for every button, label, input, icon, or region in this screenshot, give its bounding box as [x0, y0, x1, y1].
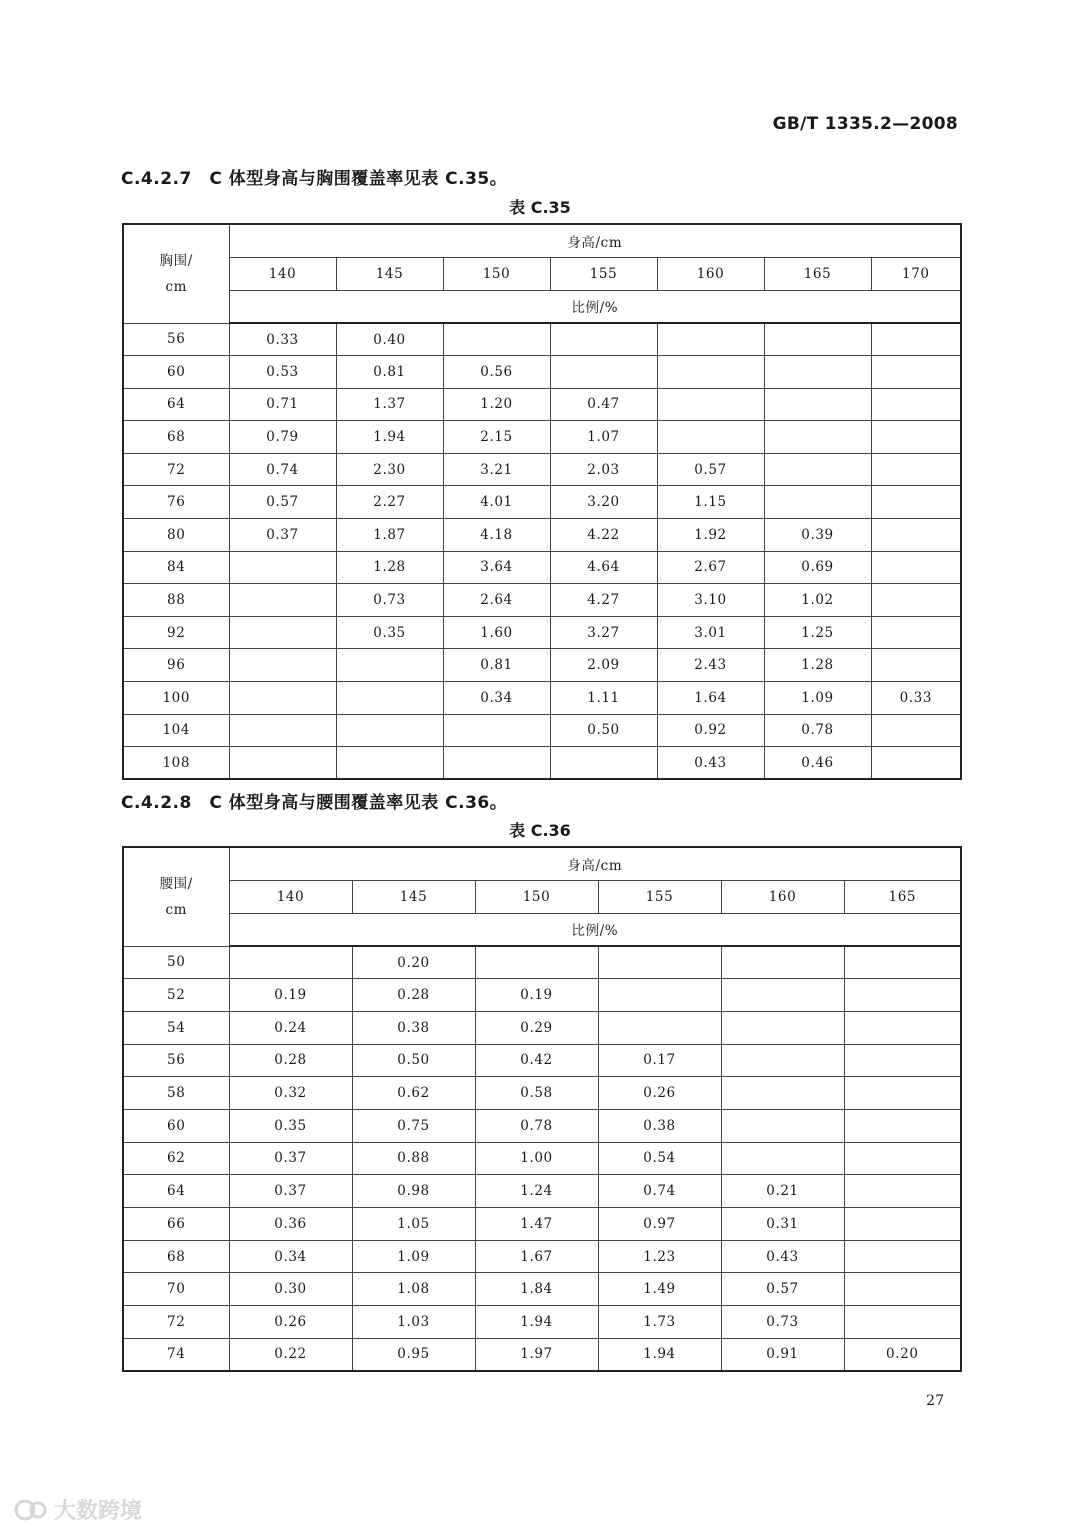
table-cell: 1.60 [443, 616, 550, 649]
table-row [123, 1044, 961, 1077]
table-cell: 3.01 [657, 616, 764, 649]
table-cell: 1.92 [657, 519, 764, 552]
table-cell: 0.38 [598, 1109, 721, 1142]
column-header: 145 [336, 257, 443, 290]
table-cell: 0.98 [352, 1175, 475, 1208]
table-cell [871, 714, 961, 747]
table-cell: 0.35 [229, 1109, 352, 1142]
table-row [123, 453, 961, 486]
table-cell: 0.26 [598, 1077, 721, 1110]
table-cell: 1.09 [352, 1240, 475, 1273]
table-cell [721, 946, 844, 979]
row-label-header [123, 847, 229, 946]
row-key: 54 [123, 1011, 229, 1044]
row-key: 88 [123, 584, 229, 617]
table-row [123, 616, 961, 649]
table-row [123, 551, 961, 584]
table-cell: 1.67 [475, 1240, 598, 1273]
table-cell [229, 682, 336, 715]
table-cell: 1.84 [475, 1273, 598, 1306]
table-cell: 1.02 [764, 584, 871, 617]
table-row [123, 1208, 961, 1241]
row-key: 108 [123, 747, 229, 780]
table-cell [764, 356, 871, 389]
table-cell [844, 1306, 961, 1339]
table-cell: 0.38 [352, 1011, 475, 1044]
table-cell: 0.29 [475, 1011, 598, 1044]
table-cell [229, 946, 352, 979]
table-cell [764, 323, 871, 356]
watermark-text: 大数跨境 [54, 1499, 143, 1524]
section-heading-c35: C.4.2.7 C 体型身高与胸围覆盖率见表 C.35。 [121, 169, 508, 189]
table-cell [871, 486, 961, 519]
table-cell [229, 649, 336, 682]
table-cell [657, 323, 764, 356]
table-cell [871, 421, 961, 454]
table-cell: 0.71 [229, 388, 336, 421]
table-cell: 1.25 [764, 616, 871, 649]
table-row [123, 1273, 961, 1306]
table-cell: 0.75 [352, 1109, 475, 1142]
column-header-row [123, 880, 961, 913]
table-cell: 1.94 [336, 421, 443, 454]
table-cell: 0.57 [229, 486, 336, 519]
table-caption-c36: 表 C.36 [509, 821, 571, 840]
table-cell [871, 323, 961, 356]
column-header: 155 [550, 257, 657, 290]
table-cell [229, 584, 336, 617]
table-cell: 1.64 [657, 682, 764, 715]
table-cell [844, 1208, 961, 1241]
table-cell [550, 323, 657, 356]
table-cell: 2.03 [550, 453, 657, 486]
table-cell: 0.62 [352, 1077, 475, 1110]
table-cell: 0.57 [721, 1273, 844, 1306]
table-cell [229, 747, 336, 780]
table-cell: 0.37 [229, 1142, 352, 1175]
table-c36 [122, 846, 962, 1372]
table-row [123, 1175, 961, 1208]
height-label: 身高/cm [229, 224, 961, 257]
row-key: 64 [123, 1175, 229, 1208]
table-cell [871, 616, 961, 649]
row-label-line1: 腰围/ [159, 875, 193, 892]
table-cell [443, 323, 550, 356]
table-cell: 1.03 [352, 1306, 475, 1339]
table-row [123, 1142, 961, 1175]
row-key: 68 [123, 1240, 229, 1273]
table-cell: 1.94 [475, 1306, 598, 1339]
table-cell [764, 421, 871, 454]
table-cell: 3.27 [550, 616, 657, 649]
column-header: 160 [657, 257, 764, 290]
row-key: 60 [123, 356, 229, 389]
row-key: 66 [123, 1208, 229, 1241]
table-cell: 3.20 [550, 486, 657, 519]
table-c35 [122, 223, 962, 780]
table-row [123, 421, 961, 454]
table-cell [721, 979, 844, 1012]
column-header: 150 [475, 880, 598, 913]
table-cell [871, 356, 961, 389]
row-key: 100 [123, 682, 229, 715]
table-cell: 4.64 [550, 551, 657, 584]
table-row [123, 1011, 961, 1044]
table-cell [764, 388, 871, 421]
table-cell: 0.19 [229, 979, 352, 1012]
table-cell: 0.40 [336, 323, 443, 356]
table-cell: 0.53 [229, 356, 336, 389]
table-cell [336, 649, 443, 682]
table-cell: 0.20 [352, 946, 475, 979]
table-cell: 0.54 [598, 1142, 721, 1175]
row-label-line2: cm [165, 901, 188, 918]
table-cell [443, 714, 550, 747]
table-cell: 1.49 [598, 1273, 721, 1306]
column-header: 160 [721, 880, 844, 913]
table-cell: 0.34 [443, 682, 550, 715]
table-cell [871, 519, 961, 552]
row-key: 84 [123, 551, 229, 584]
table-cell: 2.43 [657, 649, 764, 682]
table-cell [336, 747, 443, 780]
table-cell: 1.73 [598, 1306, 721, 1339]
table-cell: 0.30 [229, 1273, 352, 1306]
table-cell: 1.28 [764, 649, 871, 682]
table-cell: 0.73 [721, 1306, 844, 1339]
standard-code: GB/T 1335.2—2008 [772, 114, 958, 134]
table-cell: 1.00 [475, 1142, 598, 1175]
watermark [14, 1494, 142, 1525]
row-key: 68 [123, 421, 229, 454]
table-cell [844, 1273, 961, 1306]
table-cell [721, 1044, 844, 1077]
table-cell: 2.27 [336, 486, 443, 519]
table-cell: 1.11 [550, 682, 657, 715]
table-cell [871, 388, 961, 421]
table-cell: 0.81 [443, 649, 550, 682]
table-cell [475, 946, 598, 979]
table-cell: 0.81 [336, 356, 443, 389]
table-cell: 2.30 [336, 453, 443, 486]
table-cell [336, 682, 443, 715]
row-key: 62 [123, 1142, 229, 1175]
table-cell: 4.01 [443, 486, 550, 519]
row-key: 58 [123, 1077, 229, 1110]
table-cell [844, 1109, 961, 1142]
table-cell: 0.20 [844, 1338, 961, 1371]
table-cell [844, 946, 961, 979]
row-key: 104 [123, 714, 229, 747]
table-cell: 0.19 [475, 979, 598, 1012]
table-row [123, 388, 961, 421]
table-row [123, 682, 961, 715]
table-cell: 0.92 [657, 714, 764, 747]
table-cell [844, 1240, 961, 1273]
table-cell [871, 747, 961, 780]
watermark-logo-icon [14, 1498, 48, 1522]
table-cell: 1.94 [598, 1338, 721, 1371]
table-cell: 0.39 [764, 519, 871, 552]
table-row [123, 714, 961, 747]
table-cell: 0.73 [336, 584, 443, 617]
table-cell: 0.43 [721, 1240, 844, 1273]
table-cell [844, 1011, 961, 1044]
table-cell [229, 551, 336, 584]
table-cell: 0.47 [550, 388, 657, 421]
table-cell: 0.42 [475, 1044, 598, 1077]
table-cell: 1.37 [336, 388, 443, 421]
table-cell [229, 714, 336, 747]
table-cell: 0.21 [721, 1175, 844, 1208]
table-cell: 0.28 [352, 979, 475, 1012]
table-cell: 0.34 [229, 1240, 352, 1273]
row-key: 56 [123, 1044, 229, 1077]
table-cell: 0.26 [229, 1306, 352, 1339]
table-cell: 3.21 [443, 453, 550, 486]
table-cell: 0.17 [598, 1044, 721, 1077]
table-row [123, 356, 961, 389]
table-row [123, 1109, 961, 1142]
table-cell [844, 979, 961, 1012]
row-key: 72 [123, 1306, 229, 1339]
ratio-label: 比例/% [229, 913, 961, 946]
table-cell: 0.69 [764, 551, 871, 584]
row-key: 80 [123, 519, 229, 552]
row-key: 52 [123, 979, 229, 1012]
column-header-row [123, 257, 961, 290]
table-cell [871, 649, 961, 682]
table-row [123, 649, 961, 682]
table-cell [598, 1011, 721, 1044]
table-cell [598, 979, 721, 1012]
ratio-label: 比例/% [229, 290, 961, 323]
table-cell: 0.78 [475, 1109, 598, 1142]
table-cell [764, 486, 871, 519]
table-cell [844, 1044, 961, 1077]
table-cell: 0.50 [352, 1044, 475, 1077]
section-heading-c36: C.4.2.8 C 体型身高与腰围覆盖率见表 C.36。 [121, 793, 508, 813]
row-key: 96 [123, 649, 229, 682]
table-cell: 1.23 [598, 1240, 721, 1273]
table-cell [229, 616, 336, 649]
table-cell: 1.87 [336, 519, 443, 552]
table-cell [844, 1175, 961, 1208]
table-cell [871, 584, 961, 617]
row-key: 64 [123, 388, 229, 421]
table-cell: 1.15 [657, 486, 764, 519]
row-key: 74 [123, 1338, 229, 1371]
table-cell [550, 356, 657, 389]
table-row [123, 584, 961, 617]
table-cell: 0.24 [229, 1011, 352, 1044]
table-row [123, 486, 961, 519]
table-cell: 0.88 [352, 1142, 475, 1175]
table-row [123, 747, 961, 780]
table-cell: 0.95 [352, 1338, 475, 1371]
table-cell [764, 453, 871, 486]
column-header: 140 [229, 257, 336, 290]
table-cell [844, 1077, 961, 1110]
page-number: 27 [926, 1393, 944, 1409]
table-cell: 0.74 [598, 1175, 721, 1208]
table-cell: 0.28 [229, 1044, 352, 1077]
table-cell [871, 453, 961, 486]
row-key: 92 [123, 616, 229, 649]
table-row [123, 1240, 961, 1273]
table-cell: 0.58 [475, 1077, 598, 1110]
table-cell [657, 421, 764, 454]
row-key: 70 [123, 1273, 229, 1306]
column-header: 155 [598, 880, 721, 913]
table-cell: 0.33 [871, 682, 961, 715]
table-cell: 0.57 [657, 453, 764, 486]
table-cell: 1.47 [475, 1208, 598, 1241]
table-cell [443, 747, 550, 780]
row-label-header [123, 224, 229, 323]
table-cell: 0.50 [550, 714, 657, 747]
row-label-line2: cm [165, 278, 188, 295]
table-cell [336, 714, 443, 747]
table-cell [657, 388, 764, 421]
table-cell: 2.67 [657, 551, 764, 584]
table-row [123, 1077, 961, 1110]
table-row [123, 1338, 961, 1371]
table-row [123, 1306, 961, 1339]
table-cell: 0.37 [229, 519, 336, 552]
table-cell: 4.22 [550, 519, 657, 552]
table-cell: 0.35 [336, 616, 443, 649]
table-cell: 1.09 [764, 682, 871, 715]
table-cell: 0.46 [764, 747, 871, 780]
column-header: 140 [229, 880, 352, 913]
column-header: 165 [764, 257, 871, 290]
table-cell: 0.79 [229, 421, 336, 454]
table-cell: 0.36 [229, 1208, 352, 1241]
table-cell: 0.43 [657, 747, 764, 780]
table-cell: 0.22 [229, 1338, 352, 1371]
table-cell: 4.18 [443, 519, 550, 552]
table-cell: 1.07 [550, 421, 657, 454]
row-key: 56 [123, 323, 229, 356]
row-key: 50 [123, 946, 229, 979]
row-key: 60 [123, 1109, 229, 1142]
table-cell: 1.28 [336, 551, 443, 584]
column-header: 145 [352, 880, 475, 913]
table-caption-c35: 表 C.35 [509, 198, 571, 217]
table-cell: 0.97 [598, 1208, 721, 1241]
table-cell [721, 1011, 844, 1044]
table-cell [721, 1142, 844, 1175]
table-cell: 3.64 [443, 551, 550, 584]
table-cell: 1.20 [443, 388, 550, 421]
row-key: 76 [123, 486, 229, 519]
table-cell: 0.37 [229, 1175, 352, 1208]
table-cell: 2.64 [443, 584, 550, 617]
row-key: 72 [123, 453, 229, 486]
table-cell [657, 356, 764, 389]
table-cell: 1.24 [475, 1175, 598, 1208]
table-row [123, 979, 961, 1012]
table-cell: 4.27 [550, 584, 657, 617]
table-cell: 1.97 [475, 1338, 598, 1371]
table-cell [721, 1109, 844, 1142]
table-cell: 0.56 [443, 356, 550, 389]
table-cell: 0.74 [229, 453, 336, 486]
column-header: 165 [844, 880, 961, 913]
table-row [123, 519, 961, 552]
table-cell: 1.05 [352, 1208, 475, 1241]
column-header: 150 [443, 257, 550, 290]
column-header: 170 [871, 257, 961, 290]
table-cell: 1.08 [352, 1273, 475, 1306]
table-cell [598, 946, 721, 979]
table-cell [844, 1142, 961, 1175]
height-label: 身高/cm [229, 847, 961, 880]
table-cell: 0.33 [229, 323, 336, 356]
table-cell [721, 1077, 844, 1110]
table-cell: 0.31 [721, 1208, 844, 1241]
table-cell: 2.09 [550, 649, 657, 682]
table-cell: 3.10 [657, 584, 764, 617]
table-cell: 0.32 [229, 1077, 352, 1110]
table-cell [550, 747, 657, 780]
row-label-line1: 胸围/ [159, 252, 193, 269]
table-cell [871, 551, 961, 584]
table-row [123, 323, 961, 356]
table-cell: 0.91 [721, 1338, 844, 1371]
table-row [123, 946, 961, 979]
table-cell: 2.15 [443, 421, 550, 454]
table-cell: 0.78 [764, 714, 871, 747]
